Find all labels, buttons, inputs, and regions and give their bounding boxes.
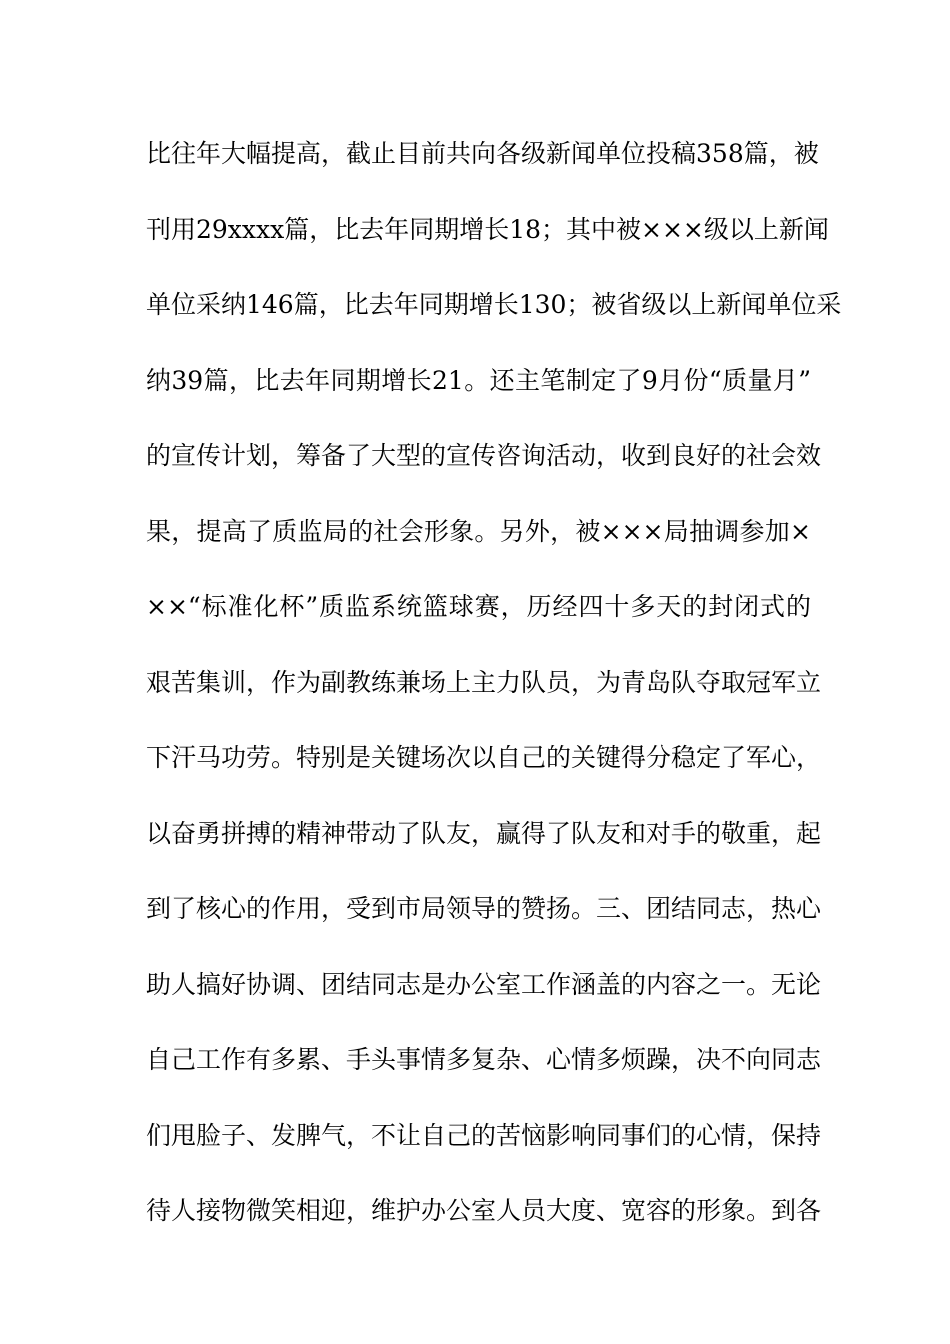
text-line: 比往年大幅提高，截止目前共向各级新闻单位投稿358篇，被 bbox=[146, 139, 819, 168]
text-line: 到了核心的作用，受到市局领导的赞扬。三、团结同志，热心 bbox=[146, 894, 822, 923]
text-line: 的宣传计划，筹备了大型的宣传咨询活动，收到良好的社会效 bbox=[146, 441, 822, 470]
body-paragraph bbox=[146, 132, 842, 1265]
text-line: ××“标准化杯”质监系统篮球赛，历经四十多天的封闭式的 bbox=[146, 592, 811, 621]
text-line: 以奋勇拼搏的精神带动了队友，赢得了队友和对手的敬重，起 bbox=[146, 818, 822, 848]
text-line: 单位采纳146篇，比去年同期增长130；被省级以上新闻单位采 bbox=[146, 290, 842, 319]
text-line: 刊用29xxxx篇，比去年同期增长18；其中被×××级以上新闻 bbox=[146, 214, 829, 244]
text-line: 待人接物微笑相迎，维护办公室人员大度、宽容的形象。到各 bbox=[146, 1196, 822, 1225]
text-line: 艰苦集训，作为副教练兼场上主力队员，为青岛队夺取冠军立 bbox=[146, 667, 822, 697]
text-line: 助人搞好协调、团结同志是办公室工作涵盖的内容之一。无论 bbox=[146, 969, 822, 999]
text-line: 纳39篇，比去年同期增长21。还主笔制定了9月份“质量月” bbox=[146, 365, 811, 395]
text-line: 们甩脸子、发脾气，不让自己的苦恼影响同事们的心情，保持 bbox=[146, 1120, 822, 1150]
text-line: 自己工作有多累、手头事情多复杂、心情多烦躁，决不向同志 bbox=[146, 1045, 822, 1074]
text-line: 下汗马功劳。特别是关键场次以自己的关键得分稳定了军心， bbox=[146, 743, 822, 772]
text-line: 果，提高了质监局的社会形象。另外，被×××局抽调参加× bbox=[146, 516, 811, 546]
